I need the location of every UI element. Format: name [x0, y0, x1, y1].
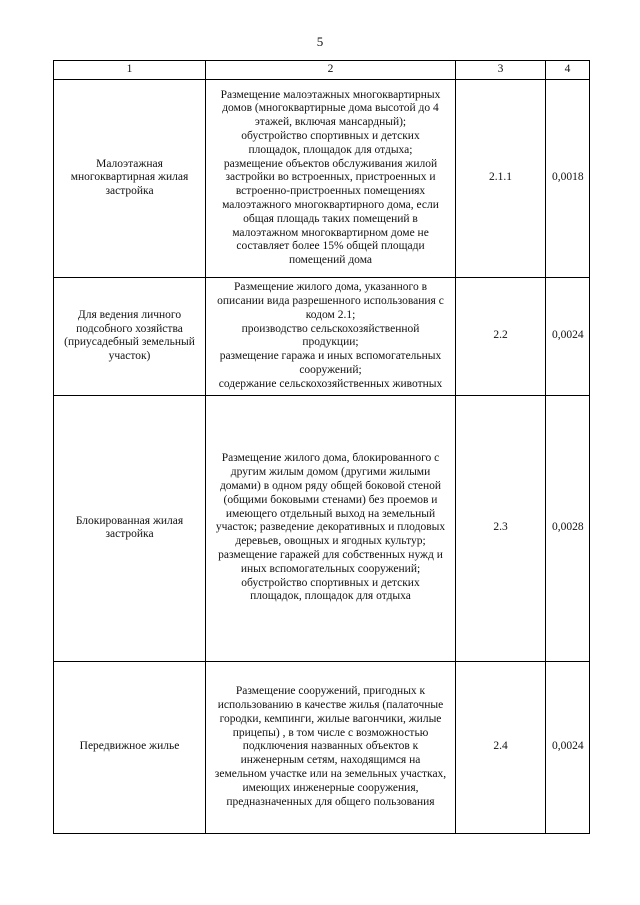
- description-line: площадок, площадок для отдыха;: [248, 143, 413, 156]
- name-line: Передвижное жилье: [79, 740, 180, 753]
- description-line: домами) в одном ряду общей боковой стеной: [219, 480, 442, 492]
- land-use-value: 0,0018: [546, 79, 590, 277]
- description-line: другим жилым домом (другими жилыми: [230, 466, 431, 479]
- name-line: застройка: [105, 185, 154, 198]
- name-line: (приусадебный земельный: [64, 336, 195, 349]
- description-line: размещение гаража и иных вспомогательных: [219, 350, 442, 363]
- description-line: деревьев, овощных и ягодных культур;: [235, 535, 426, 548]
- description-line: помещений дома: [288, 254, 373, 267]
- description-line: описании вида разрешенного использования с: [217, 294, 444, 307]
- description-line: этажей, включая мансардный);: [254, 116, 407, 129]
- land-use-description: [206, 79, 456, 277]
- description-line: прицепы) , в том числе с возможностью: [232, 726, 429, 739]
- land-use-name: [54, 277, 206, 395]
- table-row: [54, 661, 590, 833]
- land-use-table: [53, 60, 590, 834]
- land-use-description: [206, 661, 456, 833]
- name-line: Для ведения личного: [77, 308, 182, 321]
- description-line: обустройство спортивных и детских: [241, 576, 420, 589]
- description-line: (общими боковыми стенами) без проемов и: [223, 493, 438, 506]
- land-use-value: 0,0024: [546, 661, 590, 833]
- description-line: обустройство спортивных и детских: [241, 130, 420, 142]
- description-line: Размещение жилого дома, блокированного с: [221, 452, 440, 465]
- description-line: общая площадь таких помещений в: [243, 212, 418, 225]
- name-line: Блокированная жилая: [75, 514, 184, 527]
- description-line: домов (многоквартирные дома высотой до 4: [222, 102, 439, 115]
- description-line: Размещение малоэтажных многоквартирных: [220, 88, 441, 101]
- description-line: размещение гаражей для собственных нужд и: [218, 548, 443, 561]
- land-use-description: [206, 277, 456, 395]
- description-line: подключения названных объектов к: [242, 740, 419, 753]
- description-line: застройки во встроенных, пристроенных и: [225, 171, 436, 184]
- description-line: размещение объектов обслуживания жилой: [223, 157, 438, 170]
- land-use-name: [54, 79, 206, 277]
- land-use-code: 2.2: [456, 277, 546, 395]
- column-header-3: 3: [456, 61, 546, 80]
- name-line: застройка: [105, 528, 154, 541]
- table-row: [54, 277, 590, 395]
- description-line: Размещение жилого дома, указанного в: [233, 281, 428, 294]
- name-line: подсобного хозяйства: [76, 322, 183, 335]
- land-use-code: 2.4: [456, 661, 546, 833]
- description-line: использованию в качестве жилья (палаточные: [217, 699, 444, 711]
- land-use-value: 0,0024: [546, 277, 590, 395]
- column-header-2: 2: [206, 61, 456, 80]
- description-line: инженерным сетям, находящимся на: [240, 754, 421, 767]
- description-line: кодом 2.1;: [305, 308, 356, 321]
- description-line: встроенно-пристроенных помещениях: [235, 185, 426, 198]
- description-line: иных вспомогательных сооружений;: [240, 562, 421, 575]
- column-header-1: 1: [54, 61, 206, 80]
- description-line: предназначенных для общего пользования: [226, 795, 435, 808]
- description-line: продукции;: [302, 336, 359, 349]
- land-use-code: 2.1.1: [456, 79, 546, 277]
- description-line: составляет более 15% общей площади: [236, 240, 425, 253]
- table-row: [54, 395, 590, 661]
- name-line: многоквартирная жилая: [70, 171, 189, 184]
- description-line: производство сельскохозяйственной: [241, 322, 420, 335]
- description-line: имеющего отдельный выход на земельный: [225, 507, 436, 520]
- land-use-code: 2.3: [456, 395, 546, 661]
- description-line: площадок, площадок для отдыха: [250, 590, 411, 603]
- description-line: содержание сельскохозяйственных животных: [218, 377, 443, 390]
- description-line: городки, кемпинги, жилые вагончики, жилые: [219, 712, 442, 725]
- name-line: Малоэтажная: [96, 157, 163, 170]
- land-use-name: [54, 395, 206, 661]
- table-row: [54, 79, 590, 277]
- column-header-4: 4: [546, 61, 590, 80]
- description-line: земельном участке или на земельных участках,: [214, 767, 447, 780]
- description-line: малоэтажном многоквартирном доме не: [232, 226, 429, 239]
- land-use-name: [54, 661, 206, 833]
- description-line: Размещение сооружений, пригодных к: [235, 685, 426, 698]
- description-line: малоэтажного многоквартирного дома, если: [222, 198, 439, 211]
- description-line: участок; разведение декоративных и плодовых: [215, 521, 446, 534]
- page-number: 5: [316, 34, 324, 49]
- land-use-description: [206, 395, 456, 661]
- name-line: участок): [108, 350, 151, 363]
- land-use-value: 0,0028: [546, 395, 590, 661]
- description-line: имеющих инженерные сооружения,: [242, 781, 419, 794]
- table-header-row: [54, 61, 590, 80]
- description-line: сооружений;: [299, 363, 362, 376]
